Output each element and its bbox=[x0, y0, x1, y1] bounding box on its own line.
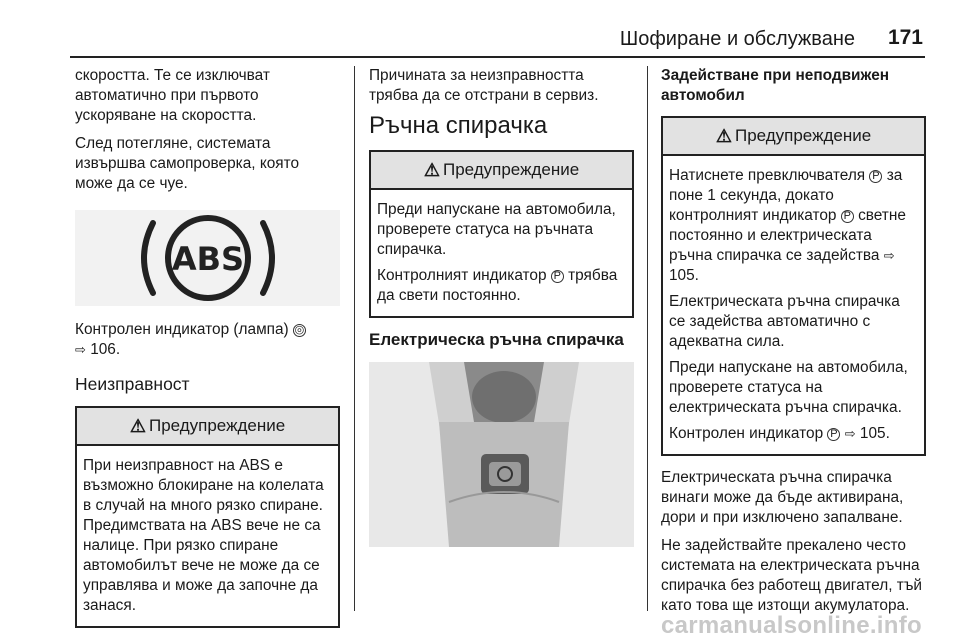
paragraph: Причината за неизправността трябва да се отстрани в сервиз. bbox=[369, 67, 599, 104]
parking-brake-photo bbox=[369, 362, 634, 547]
warning-box bbox=[369, 150, 634, 318]
parking-brake-indicator-icon: P bbox=[551, 270, 564, 283]
column-divider bbox=[354, 66, 355, 611]
warning-text-part: светне постоянно и електрическата ръчна спирачка се задейства bbox=[669, 207, 906, 264]
warning-body bbox=[663, 156, 924, 454]
paragraph: Електрическата ръчна спирачка винаги може да бъде активирана, дори и при изключено запалване. bbox=[661, 469, 904, 526]
parking-brake-indicator-icon: P bbox=[869, 170, 882, 183]
warning-triangle-icon: ⚠ bbox=[715, 126, 732, 146]
page-ref: 105. bbox=[859, 425, 890, 442]
section-heading: Задействане при неподвижен автомобил bbox=[661, 67, 890, 104]
column-3 bbox=[661, 66, 926, 624]
section-title: Шофиране и обслужване bbox=[619, 28, 855, 50]
warning-text-part: Контролен индикатор bbox=[669, 425, 824, 442]
abs-figure bbox=[75, 210, 340, 306]
warning-box bbox=[661, 116, 926, 456]
warning-text-part: Натиснете превключвателя bbox=[669, 167, 866, 184]
warning-header bbox=[77, 408, 338, 446]
warning-body bbox=[77, 446, 338, 626]
warning-text: Преди напускане на автомобила, проверете статуса на електрическата ръчна спирачка. bbox=[669, 359, 908, 416]
warning-text bbox=[377, 266, 626, 306]
page-ref-arrow-icon: ⇨ bbox=[75, 342, 86, 357]
abs-indicator-icon bbox=[123, 213, 293, 303]
warning-box bbox=[75, 406, 340, 628]
column-divider bbox=[647, 66, 648, 611]
warning-title: Предупреждение bbox=[148, 416, 286, 435]
warning-header bbox=[371, 152, 632, 190]
page-ref: 105. bbox=[669, 267, 699, 284]
parking-brake-indicator-icon: P bbox=[841, 210, 854, 223]
abs-indicator-icon: ◎ bbox=[294, 324, 305, 336]
page-header bbox=[70, 26, 925, 58]
warning-text: Електрическата ръчна спирачка се задейства автоматично с адекватна сила. bbox=[669, 293, 900, 350]
warning-text-part: Контролният индикатор bbox=[377, 267, 547, 284]
warning-title: Предупреждение bbox=[734, 126, 872, 145]
subsection-heading: Електрическа ръчна спирачка bbox=[369, 330, 624, 349]
warning-text-part: трябва да свети постоянно. bbox=[377, 267, 618, 304]
parking-brake-indicator-icon: P bbox=[827, 428, 840, 441]
warning-header bbox=[663, 118, 924, 156]
warning-text-part: за поне 1 секунда, докато контролният индикатор bbox=[669, 167, 903, 224]
page-ref-arrow-icon: ⇨ bbox=[883, 248, 895, 263]
page-ref: 106. bbox=[90, 341, 121, 358]
paragraph: скоростта. Те се изключват автоматично при първото ускоряване на скоростта. bbox=[75, 67, 270, 124]
paragraph: Не задействайте прекалено често системата на електрическата ръчна спирачка без работещ двигател, тъй като това ще изтощи акумулатора. bbox=[661, 537, 923, 614]
warning-triangle-icon: ⚠ bbox=[129, 416, 146, 436]
paragraph: След потегляне, системата извършва самопроверка, която може да се чуе. bbox=[75, 135, 300, 192]
warning-text: Преди напускане на автомобила, проверете статуса на ръчната спирачка. bbox=[377, 201, 616, 258]
warning-text: При неизправност на ABS е възможно блокиране на колелата в случай на много рязко спиране. Предимствата на ABS вече не са налице. При рязко спиране автомобилът вече не може да се управлява и може да започне да занася. bbox=[83, 457, 324, 614]
indicator-text: Контролен индикатор (лампа) bbox=[75, 321, 289, 338]
warning-text bbox=[669, 424, 918, 444]
warning-title: Предупреждение bbox=[442, 160, 580, 179]
indicator-reference bbox=[75, 320, 340, 360]
warning-text bbox=[669, 166, 918, 286]
column-2 bbox=[369, 66, 634, 547]
warning-body bbox=[371, 190, 632, 316]
section-heading: Ръчна спирачка bbox=[369, 112, 548, 139]
watermark: carmanualsonline.info bbox=[660, 612, 922, 639]
page-number: 171 bbox=[887, 26, 923, 49]
abs-icon-label: ABS bbox=[171, 240, 244, 278]
section-heading: Неизправност bbox=[75, 374, 190, 394]
warning-triangle-icon: ⚠ bbox=[423, 160, 440, 180]
column-1 bbox=[75, 66, 340, 640]
console-illustration bbox=[369, 362, 634, 547]
page-ref-arrow-icon: ⇨ bbox=[844, 426, 856, 441]
